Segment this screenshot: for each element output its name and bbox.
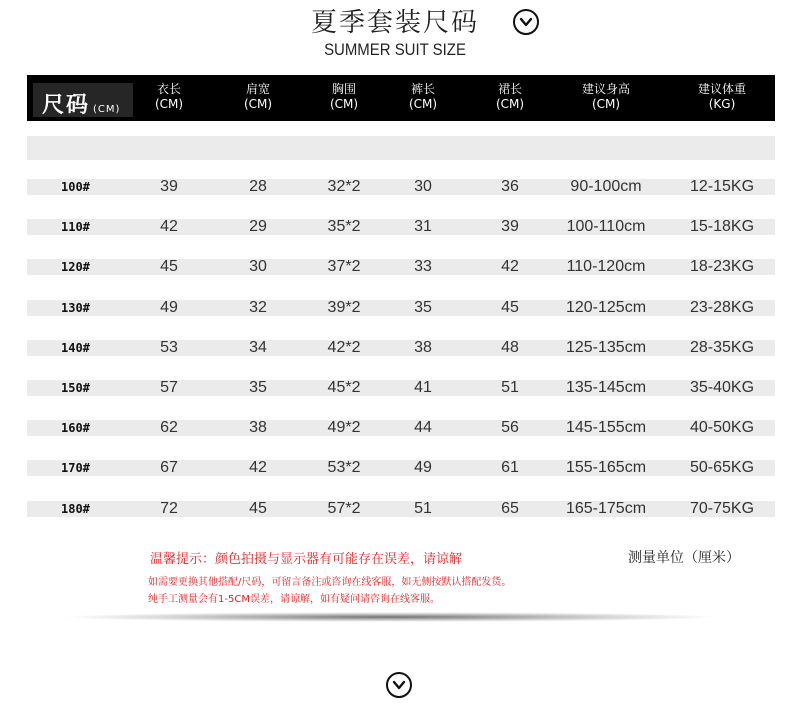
table-cell: 33 (414, 258, 432, 276)
size-label: 100# (61, 180, 90, 194)
table-cell: 39 (160, 178, 178, 195)
notice-line-1: 如需要更换其他搭配/尺码，可留言备注或咨询在线客服，如无侧按默认搭配发货。 (148, 577, 512, 588)
column-header-name: 肩宽 (245, 82, 271, 96)
column-header-name: 衣长 (156, 82, 182, 96)
table-header-bar (27, 75, 775, 121)
page-subtitle: SUMMER SUIT SIZE (324, 40, 466, 59)
column-header (155, 82, 183, 112)
chevron-down-circle-icon[interactable] (513, 9, 539, 35)
table-cell: 35*2 (327, 218, 361, 236)
table-cell: 30 (249, 258, 267, 276)
table-cell: 32 (249, 298, 267, 316)
table-cell: 12-15KG (689, 178, 755, 195)
chevron-down-icon (392, 678, 406, 692)
table-cell: 145-155cm (565, 419, 647, 437)
table-cell: 38 (249, 419, 267, 437)
table-cell: 67 (160, 459, 178, 477)
table-cell: 165-175cm (565, 499, 647, 517)
table-cell: 51 (501, 379, 519, 396)
table-cell: 32*2 (327, 178, 361, 195)
table-cell: 28-35KG (689, 338, 755, 356)
column-header (409, 82, 437, 112)
table-cell: 135-145cm (565, 379, 647, 396)
table-cell: 42*2 (327, 338, 361, 356)
table-cell: 39*2 (327, 298, 361, 316)
column-header-name: 裙长 (497, 82, 523, 96)
table-cell: 36 (501, 178, 519, 195)
measurement-unit-label: 测量单位（厘米） (628, 550, 740, 566)
size-label: 160# (61, 421, 90, 436)
table-cell: 155-165cm (565, 459, 647, 477)
chevron-down-circle-icon[interactable] (386, 672, 412, 698)
table-cell: 15-18KG (689, 218, 755, 236)
table-cell: 49*2 (327, 419, 361, 437)
column-header-unit: (KG) (708, 97, 736, 111)
table-cell: 41 (414, 379, 432, 396)
table-row (27, 248, 775, 288)
table-cell: 56 (501, 419, 519, 437)
table-row (27, 289, 775, 329)
table-cell: 120-125cm (565, 298, 647, 316)
page-title: 夏季套装尺码 (310, 8, 479, 38)
column-header-unit: (CM) (329, 97, 359, 111)
notice-line-2: 纯手工测量会有1-5CM误差，请谅解，如有疑问请咨询在线客服。 (148, 594, 440, 605)
row-stripe (27, 501, 775, 517)
row-stripe (27, 380, 775, 396)
column-header-unit: (CM) (591, 97, 621, 111)
warm-tip-text: 温馨提示：颜色拍摄与显示器有可能存在误差，请谅解 (150, 552, 463, 567)
column-header-name: 裤长 (410, 82, 436, 96)
row-stripe (27, 340, 775, 356)
table-cell: 50-65KG (689, 459, 755, 477)
column-header-name: 建议体重 (697, 82, 747, 96)
column-header (582, 82, 630, 112)
row-stripe (27, 219, 775, 235)
table-cell: 28 (249, 178, 267, 195)
column-header (244, 82, 272, 112)
table-row (27, 490, 775, 530)
size-label: 130# (61, 300, 90, 315)
table-cell: 100-110cm (566, 218, 646, 236)
row-stripe (27, 179, 775, 195)
table-row (27, 168, 775, 208)
table-cell: 42 (160, 218, 178, 236)
table-row (27, 369, 775, 409)
table-cell: 31 (414, 218, 432, 236)
table-cell: 45 (501, 298, 519, 316)
size-label: 180# (61, 501, 90, 516)
table-cell: 70-75KG (689, 499, 755, 517)
table-cell: 38 (414, 338, 432, 356)
column-header-unit: (CM) (243, 97, 273, 111)
table-cell: 35 (249, 379, 267, 396)
table-cell: 49 (160, 298, 178, 316)
table-cell: 90-100cm (570, 178, 642, 195)
table-cell: 29 (249, 218, 267, 236)
table-cell: 61 (501, 459, 519, 477)
table-row (27, 208, 775, 248)
table-cell: 45 (249, 499, 267, 517)
table-cell: 110-120cm (566, 258, 646, 276)
table-cell: 53 (160, 338, 178, 356)
size-column-header (33, 83, 133, 117)
table-cell: 45 (160, 258, 178, 276)
row-stripe (27, 300, 775, 316)
row-stripe (27, 420, 775, 436)
table-cell: 72 (160, 499, 178, 517)
row-stripe (27, 259, 775, 275)
table-row (27, 409, 775, 449)
column-header (330, 82, 358, 112)
table-cell: 42 (501, 258, 519, 276)
size-label: 150# (61, 381, 90, 395)
row-stripe (27, 460, 775, 476)
table-cell: 30 (414, 178, 432, 195)
table-cell: 44 (414, 419, 432, 437)
table-cell: 35-40KG (689, 379, 755, 396)
size-label: 110# (61, 220, 90, 235)
table-cell: 57 (160, 379, 178, 396)
column-header-unit: (CM) (154, 97, 184, 111)
table-cell: 18-23KG (689, 258, 755, 276)
table-cell: 45*2 (327, 379, 361, 396)
table-cell: 49 (414, 459, 432, 477)
table-cell: 34 (249, 338, 267, 356)
table-row (27, 329, 775, 369)
table-cell: 39 (501, 218, 519, 236)
size-header-unit: (CM) (93, 104, 121, 115)
table-row (27, 449, 775, 489)
table-cell: 48 (501, 338, 519, 356)
column-header-name: 胸围 (331, 82, 357, 96)
table-cell: 57*2 (327, 499, 361, 517)
size-label: 170# (61, 461, 90, 476)
table-cell: 40-50KG (689, 419, 755, 437)
table-spacer-band (27, 136, 775, 160)
column-header (496, 82, 524, 112)
table-cell: 62 (160, 419, 178, 437)
table-cell: 53*2 (327, 459, 361, 477)
column-header-name: 建议身高 (581, 82, 631, 96)
size-header-label: 尺码 (42, 93, 91, 118)
size-label: 120# (61, 260, 90, 275)
size-label: 140# (61, 340, 90, 355)
table-cell: 125-135cm (565, 338, 647, 356)
column-header-unit: (CM) (408, 97, 438, 111)
column-header-unit: (CM) (495, 97, 525, 111)
table-cell: 37*2 (327, 258, 361, 276)
column-header (698, 82, 746, 112)
table-cell: 23-28KG (689, 298, 755, 316)
table-cell: 42 (249, 459, 267, 477)
table-cell: 35 (414, 298, 432, 316)
table-cell: 51 (414, 499, 432, 517)
divider-shadow (60, 612, 720, 622)
chevron-down-icon (519, 15, 533, 29)
table-cell: 65 (501, 499, 519, 517)
